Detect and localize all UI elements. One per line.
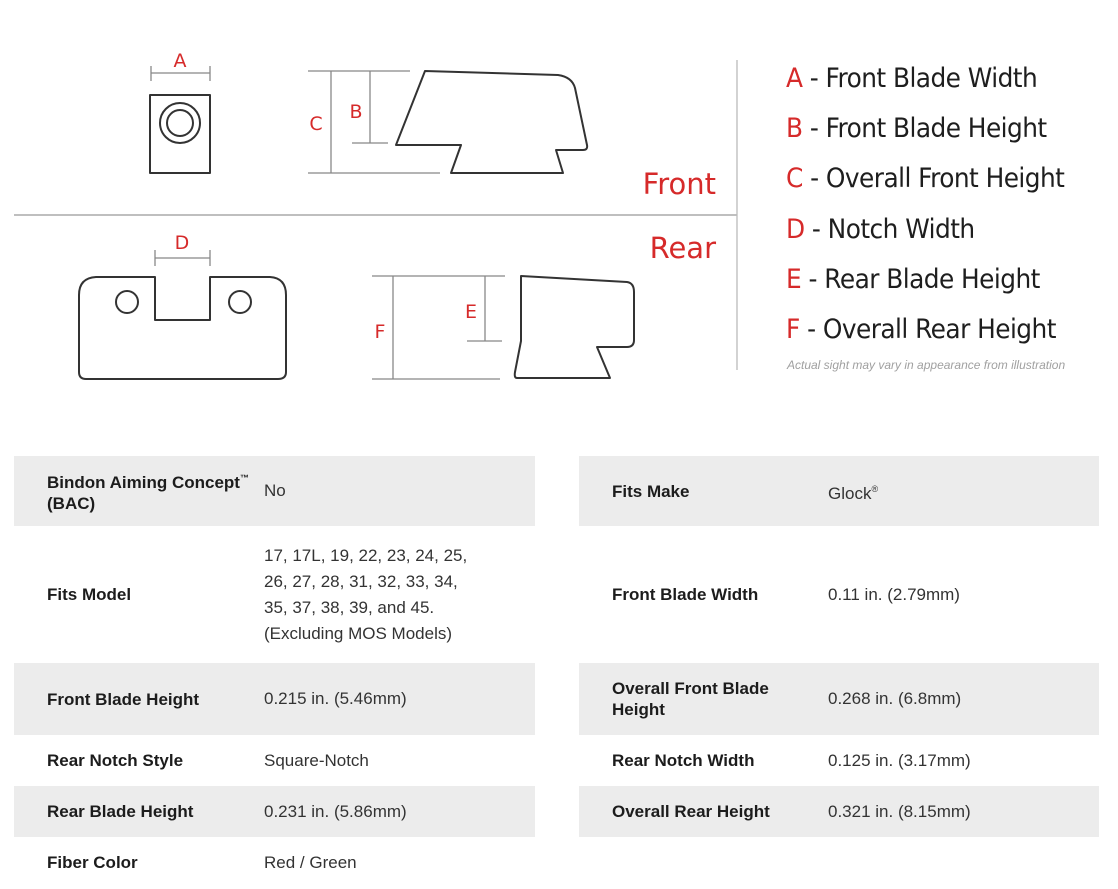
spec-label: Rear Notch Width (612, 751, 755, 770)
spec-row-front-blade-height (14, 663, 535, 735)
spec-row-overall-rear-height (579, 786, 1099, 837)
spec-value: 0.215 in. (5.46mm) (264, 663, 535, 735)
spec-value: No (264, 456, 535, 526)
spec-row-bac (14, 456, 535, 526)
spec-label: Rear Notch Style (47, 751, 184, 770)
legend-item-c: C - Overall Front Height (786, 163, 1065, 195)
front-sight-end-view (150, 95, 210, 173)
dimension-label-a: A (173, 50, 187, 72)
fiber-inner-ring (167, 110, 193, 136)
spec-value: 0.268 in. (6.8mm) (828, 663, 1099, 735)
legend-item-e: E - Rear Blade Height (786, 263, 1040, 295)
dimension-legend (786, 54, 1116, 355)
spec-value: 0.321 in. (8.15mm) (828, 786, 1099, 837)
spec-label: Rear Blade Height (14, 786, 264, 837)
spec-value: Square-Notch (264, 750, 369, 770)
spec-row-rear-notch-style (14, 735, 535, 786)
dimension-e (465, 276, 502, 341)
spec-label: Overall Rear Height (579, 786, 828, 837)
dimension-c (308, 71, 440, 173)
spec-label: Bindon Aiming Concept™ (BAC) (14, 456, 264, 526)
spec-value: 0.125 in. (3.17mm) (828, 750, 971, 770)
spec-table-right (579, 456, 1099, 837)
spec-row-fits-model (14, 526, 535, 663)
legend-item-b: B - Front Blade Height (786, 113, 1047, 145)
front-sight-body (150, 95, 210, 173)
dimension-label-c: C (309, 113, 323, 135)
legend-item-d: D - Notch Width (786, 213, 975, 245)
rear-dot-right (229, 291, 251, 313)
front-sight-side-view (396, 71, 587, 173)
dimension-label-b: B (349, 101, 363, 123)
spec-label: Fiber Color (47, 853, 138, 872)
spec-value: Glock® (828, 456, 1099, 526)
spec-row-overall-front-blade-height (579, 663, 1099, 735)
legend-item-a: A - Front Blade Width (786, 63, 1038, 94)
spec-row-rear-blade-height (14, 786, 535, 837)
rear-sight-end-view (79, 277, 286, 379)
dimension-a (151, 50, 210, 81)
spec-label: Front Blade Width (612, 585, 759, 604)
spec-table-left (14, 456, 535, 888)
spec-value: 0.231 in. (5.86mm) (264, 786, 535, 837)
spec-row-fiber-color (14, 837, 535, 888)
spec-label: Overall Front Blade Height (579, 663, 828, 735)
rear-sight-side-view (515, 276, 634, 378)
spec-label: Fits Make (579, 456, 828, 526)
spec-value: 17, 17L, 19, 22, 23, 24, 25, 26, 27, 28, 31, 32, 33, 34, 35, 37, 38, 39, and 45. (Excluding MOS Models) (264, 545, 468, 643)
legend-item-f: F - Overall Rear Height (786, 314, 1056, 346)
dimension-label-e: E (464, 301, 478, 323)
sight-diagram (0, 0, 1118, 420)
spec-label: Fits Model (47, 585, 132, 604)
dimension-label-f: F (374, 321, 386, 343)
dimension-b (349, 71, 388, 143)
spec-row-front-blade-width (579, 526, 1099, 663)
spec-row-rear-notch-width (579, 735, 1099, 786)
dimension-d (155, 232, 210, 266)
front-section-label: Front (642, 167, 716, 201)
spec-row-fits-make (579, 456, 1099, 526)
rear-dot-left (116, 291, 138, 313)
dimension-label-d: D (174, 232, 190, 254)
spec-label: Front Blade Height (14, 663, 264, 735)
rear-section-label: Rear (649, 231, 716, 265)
illustration-disclaimer: Actual sight may vary in appearance from illustration (787, 358, 1066, 372)
spec-value: 0.11 in. (2.79mm) (828, 584, 960, 604)
spec-value: Red / Green (264, 852, 357, 872)
